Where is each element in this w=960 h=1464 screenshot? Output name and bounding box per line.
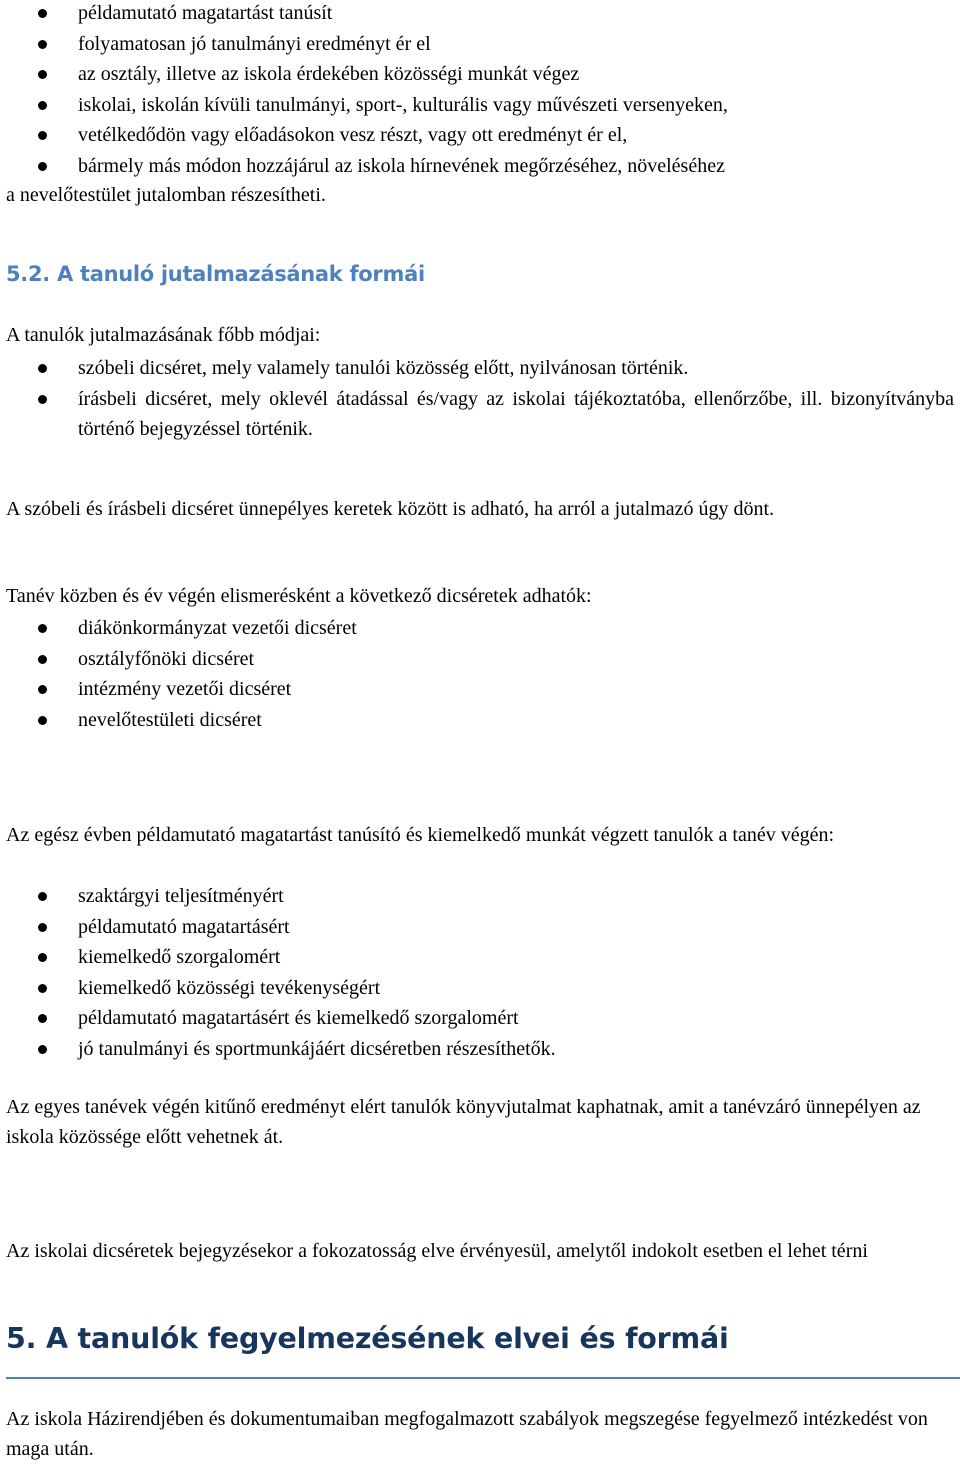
list-item: osztályfőnöki dicséret [0, 644, 960, 675]
bullet-icon [38, 395, 47, 404]
bullet-icon [38, 9, 47, 18]
bullet-icon [38, 131, 47, 140]
bullet-icon [38, 923, 47, 932]
list-item: írásbeli dicséret, mely oklevél átadással és/vagy az iskolai tájékoztatóba, ellenőrzőbe, ill. bizonyítványba történő bejegyzéssel történik. [0, 384, 960, 445]
list-item: diákönkormányzat vezetői dicséret [0, 613, 960, 644]
paragraph-gradualness: Az iskolai dicséretek bejegyzésekor a fokozatosság elve érvényesül, amelytől indokolt esetben el lehet térni [6, 1240, 868, 1262]
list-item: az osztály, illetve az iskola érdekében közösségi munkát végez [0, 59, 960, 90]
praise-types-list [0, 613, 960, 735]
section-heading-5: 5. A tanulók fegyelmezésének elvei és formái [6, 1322, 729, 1355]
list-item: példamutató magatartásért és kiemelkedő szorgalomért [0, 1003, 960, 1034]
list-item: szóbeli dicséret, mely valamely tanulói közösség előtt, nyilvánosan történik. [0, 353, 960, 384]
list-item: iskolai, iskolán kívüli tanulmányi, sport-, kulturális vagy művészeti versenyeken, [0, 90, 960, 121]
bullet-icon [38, 624, 47, 633]
heading-divider [6, 1377, 960, 1379]
bullet-icon [38, 1045, 47, 1054]
list-item: kiemelkedő közösségi tevékenységért [0, 973, 960, 1004]
list-item: példamutató magatartást tanúsít [0, 0, 960, 29]
bullet-icon [38, 716, 47, 725]
bullet-icon [38, 40, 47, 49]
list-item: vetélkedődön vagy előadásokon vesz részt, vagy ott eredményt ér el, [0, 120, 960, 151]
bullet-icon [38, 162, 47, 171]
merit-criteria-list [0, 0, 960, 181]
list-item: kiemelkedő szorgalomért [0, 942, 960, 973]
bullet-icon [38, 953, 47, 962]
bullet-icon [38, 1014, 47, 1023]
paragraph-main-methods: A tanulók jutalmazásának főbb módjai: [6, 324, 321, 346]
list-item: intézmény vezetői dicséret [0, 674, 960, 705]
bullet-icon [38, 364, 47, 373]
paragraph-year-end-intro: Az egész évben példamutató magatartást tanúsító és kiemelkedő munkát végzett tanulók a tanév végén: [6, 824, 835, 846]
paragraph-ceremonial-praise: A szóbeli és írásbeli dicséret ünnepélyes keretek között is adható, ha arról a jutalmazó úgy dönt. [6, 498, 775, 520]
paragraph-house-rules: Az iskola Házirendjében és dokumentumaiban megfogalmazott szabályok megszegése fegyelmező intézkedést von maga után. [6, 1408, 928, 1460]
list-item: bármely más módon hozzájárul az iskola hírnevének megőrzéséhez, növeléséhez [0, 151, 960, 182]
list-item: szaktárgyi teljesítményért [0, 881, 960, 912]
bullet-icon [38, 892, 47, 901]
paragraph-reward-decision: a nevelőtestület jutalomban részesítheti. [6, 184, 326, 206]
list-item: példamutató magatartásért [0, 912, 960, 943]
year-end-awards-list [0, 881, 960, 1064]
list-item: jó tanulmányi és sportmunkájáért dicséretben részesíthetők. [0, 1034, 960, 1065]
paragraph-praise-types-intro: Tanév közben és év végén elismerésként a következő dicséretek adhatók: [6, 585, 592, 607]
bullet-icon [38, 70, 47, 79]
bullet-icon [38, 685, 47, 694]
section-heading-5-2: 5.2. A tanuló jutalmazásának formái [6, 262, 425, 286]
list-item: folyamatosan jó tanulmányi eredményt ér el [0, 29, 960, 60]
paragraph-book-reward: Az egyes tanévek végén kitűnő eredményt elért tanulók könyvjutalmat kaphatnak, amit a tanévzáró ünnepélyen az iskola közössége előtt vehetnek át. [6, 1096, 921, 1148]
praise-methods-list [0, 353, 960, 445]
bullet-icon [38, 101, 47, 110]
bullet-icon [38, 655, 47, 664]
list-item: nevelőtestületi dicséret [0, 705, 960, 736]
bullet-icon [38, 984, 47, 993]
